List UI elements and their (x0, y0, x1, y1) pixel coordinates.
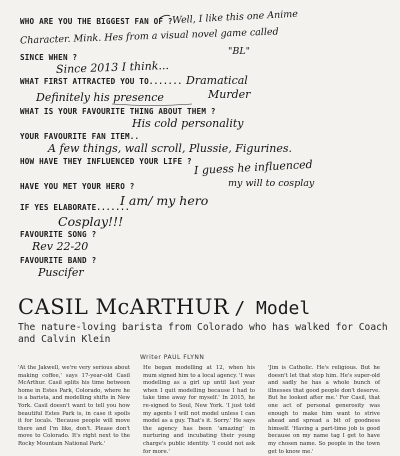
answer-favourite-song: Rev 22-20 (32, 240, 89, 253)
article-column-3: 'Jim is Catholic. He's religious. But he doesn't let that stop him. He's super-old and sadly he has a whole bunch of illnesses that good people don't deserve. But he looked after me.' For Casil, that one act of personal generosity was enough to make him want to strive ahead and spread a bit of goodness himself. 'Having a part-time job is good because on my name tag I get to have my chosen name. So people in the town get to know me.' (268, 365, 380, 455)
answer-first-attracted-line-1: Dramatical (186, 74, 248, 87)
answer-biggest-fan-line-2: Character. Mink. Hes from a visual novel game called (19, 26, 279, 47)
article-subtitle: The nature-loving barista from Colorado who has walked for Coach and Calvin Klein (18, 322, 388, 345)
model-name: CASIL McARTHUR (18, 295, 230, 319)
question-favourite-band: FAVOURITE BAND ? (20, 256, 97, 265)
answer-favourite-thing: His cold personality (132, 117, 244, 130)
answer-first-attracted-line-3: Definitely his presence (36, 91, 164, 104)
answer-first-attracted-line-2: Murder (208, 88, 251, 101)
question-fan-item: YOUR FAVOURITE FAN ITEM.. (20, 132, 140, 141)
question-biggest-fan: WHO ARE YOU THE BIGGEST FAN OF ? (20, 17, 173, 26)
pen-strike-mark (160, 15, 170, 18)
article-column-2: He began modelling at 12, when his mum signed him to a local agency. 'I was modelling as a girl up until last year when I quit modelling because I had to take time away for myself.' In 2015, he re-signed to Soul, New York. 'I just told my agents I will not model unless I can model as a guy. That's it. Sorry.' He says the agency has been 'amazing' in nurturing and incubating their young charge's public identity. 'I could not ask for more.' (143, 365, 255, 455)
writer-name: PAUL FLYNN (163, 354, 205, 361)
answer-met-hero: I am/ my hero (120, 193, 209, 208)
article-column-1: 'At the Jakwell, we're very serious about making coffee,' says 17-year-old Casil McArthur. Casil splits his time between home in Estes Park, Colorado, where he is a barista, and modelling shifts in New York. Casil doesn't want to tell you how beautiful Estes Park is, in case it spoils it for locals. 'Because people will move there and I'm like, don't. Please don't move to Colorado. It's right next to the Rocky Mountain National Park.' (18, 365, 130, 447)
answer-since-when: Since 2013 I think... (55, 59, 170, 76)
question-first-attracted: WHAT FIRST ATTRACTED YOU TO....... (20, 77, 183, 86)
answer-elaborate: Cosplay!!! (58, 214, 124, 229)
question-favourite-thing: WHAT IS YOUR FAVOURITE THING ABOUT THEM ? (20, 107, 216, 116)
writer-credit (140, 354, 204, 361)
answer-influenced-line-2: my will to cosplay (228, 178, 315, 189)
article-heading (18, 295, 310, 319)
question-influenced: HOW HAVE THEY INFLUENCED YOUR LIFE ? (20, 157, 192, 166)
answer-favourite-band: Puscifer (38, 266, 84, 279)
question-favourite-song: FAVOURITE SONG ? (20, 230, 97, 239)
writer-label: Writer (140, 354, 162, 361)
answer-influenced-line-1: I guess he influenced (193, 157, 313, 178)
answer-fan-item: A few things, wall scroll, Plussie, Figurines. (48, 142, 293, 155)
question-met-hero: HAVE YOU MET YOUR HERO ? (20, 182, 135, 191)
answer-biggest-fan-line-1: Well, I like this one Anime (171, 8, 299, 27)
answer-biggest-fan-line-3: "BL" (228, 46, 251, 57)
question-elaborate: IF YES ELABORATE....... (20, 203, 130, 212)
question-since-when: SINCE WHEN ? (20, 53, 78, 62)
pen-underline-mark (112, 104, 192, 106)
model-role: / Model (234, 298, 311, 319)
